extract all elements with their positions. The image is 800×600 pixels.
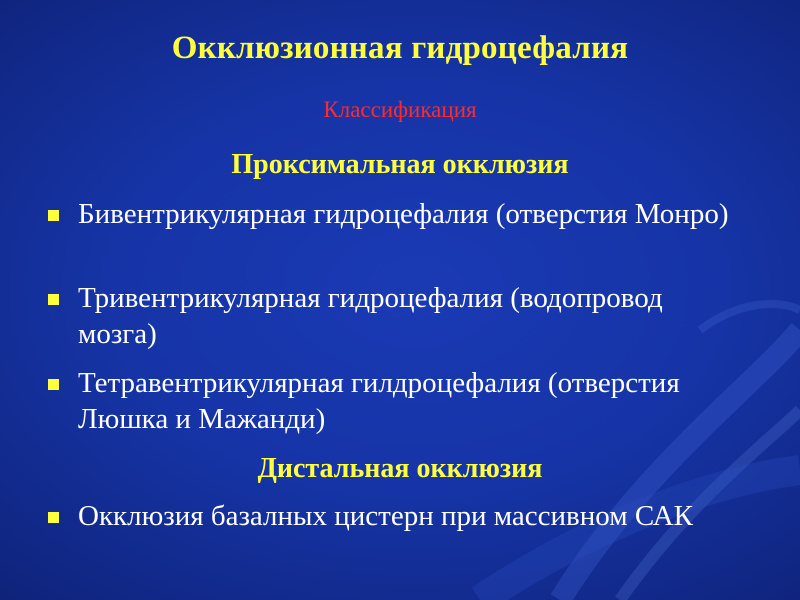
square-bullet-icon [48,512,59,523]
bullet-item [48,196,748,232]
square-bullet-icon [48,294,59,305]
bullet-text: Тривентрикулярная гидроцефалия (водопровод мозга) [78,282,663,350]
section-heading-distal: Дистальная окклюзия [257,453,543,484]
bullet-item [48,365,748,437]
section-heading-proximal: Проксимальная окклюзия [231,149,569,180]
bullet-text: Бивентрикулярная гидроцефалия (отверстия Монро) [78,198,729,230]
bullet-text: Окклюзия базалных цистерн при массивном САК [78,500,694,532]
slide-subtitle: Классификация [323,97,477,122]
bullet-item [48,498,748,534]
square-bullet-icon [48,210,59,221]
slide-title: Окклюзионная гидроцефалия [171,30,629,66]
bullet-item [48,280,748,352]
square-bullet-icon [48,379,59,390]
bullet-text: Тетравентрикулярная гилдроцефалия (отверстия Люшка и Мажанди) [78,367,680,435]
